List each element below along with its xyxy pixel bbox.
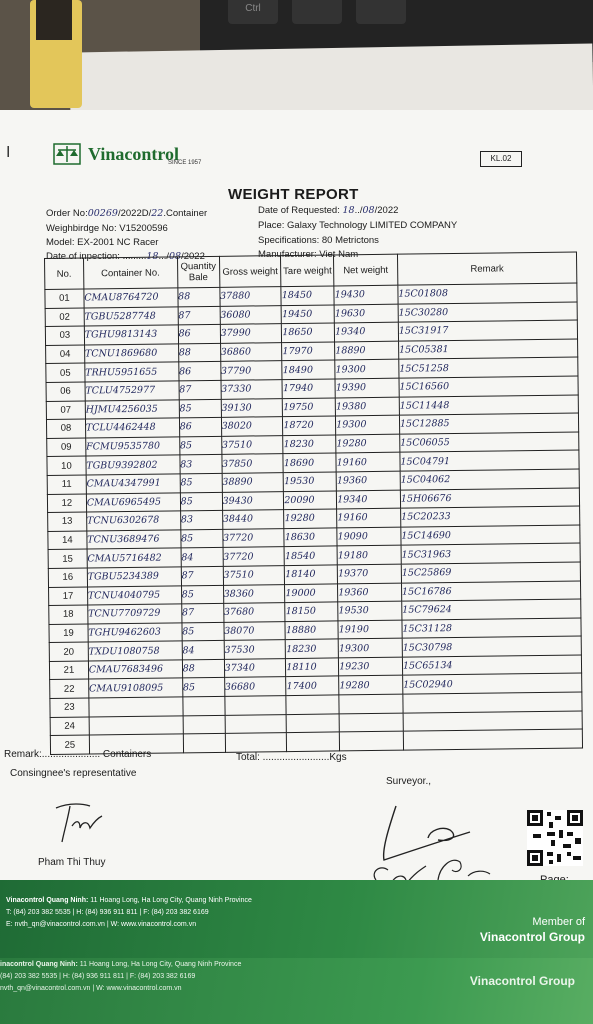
remark — [403, 729, 582, 750]
gross-weight: 37530 — [224, 640, 286, 659]
container-number: CMAU9108095 — [88, 678, 182, 698]
quantity-bale: 85 — [182, 678, 224, 697]
quantity-bale: 86 — [178, 362, 220, 381]
surveyor-label: Surveyor., — [386, 776, 432, 787]
keyboard-key — [356, 0, 406, 24]
quantity-bale: 86 — [178, 325, 220, 344]
container-number: FCMU9535780 — [86, 437, 180, 457]
gross-weight: 38440 — [222, 510, 284, 529]
office-phones: T: (84) 203 382 5535 | H: (84) 936 911 811 | F: (84) 203 382 6169 — [6, 909, 209, 916]
net-weight: 19530 — [338, 601, 402, 620]
tare-weight: 18450 — [281, 286, 334, 305]
remark: 15C02940 — [403, 673, 582, 694]
remark: 15C16786 — [401, 580, 580, 601]
row-number: 19 — [49, 624, 88, 643]
weight-table — [44, 251, 583, 754]
brand-name: Vinacontrol — [88, 143, 180, 164]
footer-banner — [0, 880, 593, 958]
group-name: Vinacontrol Group — [479, 930, 585, 944]
remark: 15C11448 — [399, 395, 578, 416]
net-weight: 19280 — [336, 434, 400, 453]
tare-weight: 18150 — [285, 602, 338, 621]
container-number: TXDU1080758 — [88, 641, 182, 661]
row-number: 10 — [47, 456, 86, 475]
net-weight: 19300 — [338, 638, 402, 657]
remark: 15C20233 — [401, 506, 580, 527]
container-number: TCLU4752977 — [85, 381, 179, 401]
gross-weight: 39130 — [221, 398, 283, 417]
tare-weight: 19530 — [283, 472, 336, 491]
gross-weight: 37330 — [221, 380, 283, 399]
tare-weight: 17400 — [286, 676, 339, 695]
row-number: 02 — [45, 308, 84, 327]
remark: 15C25869 — [401, 562, 580, 583]
manufacturer: Manufacturer: Viet Nam — [258, 249, 359, 260]
keyboard-key-ctrl: Ctrl — [228, 0, 278, 24]
tare-weight: 18490 — [282, 360, 335, 379]
row-number: 18 — [49, 605, 88, 624]
remark: 15C05381 — [398, 339, 577, 360]
gross-weight: 37720 — [222, 528, 284, 547]
requested-date: Date of Requested: 18../08/2022 — [258, 205, 399, 216]
since-label: SINCE 1957 — [168, 160, 202, 166]
roman-mark: I — [6, 144, 11, 161]
consignee-signature — [50, 798, 110, 846]
gross-weight — [225, 733, 287, 752]
quantity-bale — [183, 734, 225, 753]
row-number: 05 — [46, 363, 85, 382]
tare-weight: 18690 — [283, 453, 336, 472]
quantity-bale: 87 — [178, 306, 220, 325]
row-number: 06 — [46, 382, 85, 401]
remark: 15H06676 — [400, 488, 579, 509]
col-header-net: Net weight — [334, 254, 398, 286]
consignee-name: Pham Thi Thuy — [38, 857, 106, 868]
net-weight: 19280 — [339, 676, 403, 695]
remark: 15C12885 — [399, 413, 578, 434]
remark: 15C79624 — [402, 599, 581, 620]
vinacontrol-logo — [52, 142, 179, 166]
net-weight: 19380 — [335, 397, 399, 416]
gross-weight: 38360 — [223, 584, 285, 603]
weighbridge-number: Weighbirdge No: V15200596 — [46, 223, 168, 234]
row-number: 16 — [48, 568, 87, 587]
net-weight: 19230 — [339, 657, 403, 676]
container-number: TCNU7709729 — [88, 604, 182, 624]
net-weight: 19160 — [337, 508, 401, 527]
quantity-bale — [183, 715, 225, 734]
net-weight: 19370 — [337, 564, 401, 583]
quantity-bale: 88 — [182, 659, 224, 678]
gross-weight — [225, 714, 287, 733]
lower-group-name: Vinacontrol Group — [469, 974, 575, 988]
remark: 15C51258 — [399, 357, 578, 378]
row-number: 04 — [46, 345, 85, 364]
col-header-no: No. — [45, 258, 84, 289]
page-title: WEIGHT REPORT — [228, 186, 359, 203]
net-weight: 19160 — [336, 453, 400, 472]
net-weight — [339, 694, 403, 713]
specifications: Specifications: 80 Metrictons — [258, 235, 379, 246]
row-number: 25 — [50, 735, 89, 754]
form-code: KL.02 — [480, 151, 522, 167]
inspection-date: Date of inpection: .........18.../08/2022 — [46, 251, 205, 262]
remark: 15C31963 — [401, 543, 580, 564]
remark: 15C04062 — [400, 469, 579, 490]
container-number: TGBU5234389 — [87, 567, 181, 587]
net-weight: 19180 — [337, 545, 401, 564]
net-weight: 19360 — [336, 471, 400, 490]
remark: 15C31917 — [398, 320, 577, 341]
gross-weight — [224, 696, 286, 715]
gross-weight: 37850 — [222, 454, 284, 473]
net-weight: 19390 — [335, 378, 399, 397]
model: Model: EX-2001 NC Racer — [46, 237, 159, 248]
tare-weight: 18140 — [285, 565, 338, 584]
office-address: Vinacontrol Quang Ninh: 11 Hoang Long, Ha Long City, Quang Ninh Province — [6, 897, 252, 904]
quantity-bale: 87 — [179, 380, 221, 399]
row-number: 17 — [49, 586, 88, 605]
tare-weight: 18110 — [286, 658, 339, 677]
tare-weight: 18630 — [284, 528, 337, 547]
net-weight: 19630 — [334, 304, 398, 323]
col-header-remark: Remark — [397, 252, 576, 285]
tare-weight — [286, 714, 339, 733]
remark — [403, 711, 582, 732]
row-number: 01 — [45, 289, 84, 308]
quantity-bale: 88 — [178, 343, 220, 362]
gross-weight: 36680 — [224, 677, 286, 696]
container-number: TCNU1869680 — [84, 344, 178, 364]
remark: 15C30280 — [398, 302, 577, 323]
row-number: 09 — [47, 438, 86, 457]
quantity-bale: 85 — [180, 529, 222, 548]
col-header-tare: Tare weight — [281, 255, 334, 287]
net-weight: 19300 — [335, 360, 399, 379]
net-weight: 19300 — [336, 415, 400, 434]
container-number: TGBU9392802 — [86, 455, 180, 475]
lower-office-phones: (84) 203 382 5535 | H: (84) 936 911 811 | F: (84) 203 382 6169 — [0, 973, 196, 980]
gross-weight: 37720 — [223, 547, 285, 566]
tare-weight: 19750 — [283, 398, 336, 417]
net-weight: 18890 — [335, 341, 399, 360]
quantity-bale: 85 — [180, 492, 222, 511]
net-weight: 19090 — [337, 527, 401, 546]
net-weight: 19430 — [334, 285, 398, 304]
net-weight — [339, 713, 403, 732]
gross-weight: 36080 — [220, 305, 282, 324]
gross-weight: 37340 — [224, 658, 286, 677]
lower-banner — [0, 958, 593, 1024]
gross-weight: 37680 — [223, 603, 285, 622]
knife-blade — [36, 0, 72, 40]
container-number — [89, 715, 183, 735]
gross-weight: 37510 — [223, 565, 285, 584]
row-number: 14 — [48, 531, 87, 550]
quantity-bale: 87 — [181, 603, 223, 622]
container-number: HJMU4256035 — [85, 399, 179, 419]
tare-weight: 19000 — [285, 583, 338, 602]
quantity-bale: 85 — [179, 436, 221, 455]
remark: 15C65134 — [402, 655, 581, 676]
quantity-bale — [183, 696, 225, 715]
quantity-bale: 85 — [179, 399, 221, 418]
quantity-bale: 88 — [178, 287, 220, 306]
quantity-bale: 85 — [181, 585, 223, 604]
order-number: Order No:00269/2022D/22.Container — [46, 208, 208, 219]
container-number: CMAU7683496 — [88, 660, 182, 680]
tare-weight: 18230 — [283, 435, 336, 454]
remark — [403, 692, 582, 713]
container-number: TCNU6302678 — [86, 511, 180, 531]
tare-weight: 19450 — [281, 305, 334, 324]
tare-weight — [286, 695, 339, 714]
container-number: TGHU9462603 — [88, 623, 182, 643]
consignee-label: Consingnee's representative — [10, 768, 137, 779]
net-weight: 19360 — [338, 583, 402, 602]
remark-line: Remark:..................... Containers — [4, 749, 152, 760]
row-number: 22 — [50, 679, 89, 698]
container-number: TGBU5287748 — [84, 306, 178, 326]
tare-weight: 17970 — [282, 342, 335, 361]
tare-weight: 19280 — [284, 509, 337, 528]
remark: 15C30798 — [402, 636, 581, 657]
row-number: 24 — [50, 717, 89, 736]
container-number: CMAU8764720 — [84, 288, 178, 308]
tare-weight: 18720 — [283, 416, 336, 435]
row-number: 03 — [45, 326, 84, 345]
container-number: TCLU4462448 — [85, 418, 179, 438]
container-number — [89, 697, 183, 717]
quantity-bale: 83 — [180, 455, 222, 474]
container-number: TGHU9813143 — [84, 325, 178, 345]
row-number: 20 — [49, 642, 88, 661]
qr-code — [527, 810, 583, 866]
row-number: 23 — [50, 698, 89, 717]
lower-office-address: inacontrol Quang Ninh: 11 Hoang Long, Ha Long City, Quang Ninh Province — [0, 961, 242, 968]
total-line: Total: ........................Kgs — [236, 752, 347, 763]
remark: 15C14690 — [401, 525, 580, 546]
remark: 15C04791 — [400, 450, 579, 471]
net-weight: 19340 — [337, 490, 401, 509]
quantity-bale: 84 — [181, 548, 223, 567]
quantity-bale: 83 — [180, 510, 222, 529]
gross-weight: 37790 — [220, 361, 282, 380]
row-number: 12 — [47, 494, 86, 513]
gross-weight: 38890 — [222, 473, 284, 492]
row-number: 11 — [47, 475, 86, 494]
container-number: TRHU5951655 — [85, 362, 179, 382]
keyboard-key — [292, 0, 342, 24]
net-weight: 19340 — [335, 322, 399, 341]
row-number: 15 — [48, 549, 87, 568]
scale-icon — [52, 142, 82, 166]
row-number: 21 — [49, 661, 88, 680]
gross-weight: 37990 — [220, 324, 282, 343]
col-header-gross: Gross weight — [219, 256, 281, 288]
net-weight: 19190 — [338, 620, 402, 639]
tare-weight: 17940 — [282, 379, 335, 398]
quantity-bale: 86 — [179, 418, 221, 437]
lower-office-email-web: nvth_qn@vinacontrol.com.vn | W: www.vinacontrol.com.vn — [0, 985, 182, 992]
quantity-bale: 84 — [182, 641, 224, 660]
net-weight — [340, 731, 404, 750]
container-number: CMAU6965495 — [86, 492, 180, 512]
office-email-web: E: nvth_qn@vinacontrol.com.vn | W: www.vinacontrol.com.vn — [6, 921, 197, 928]
gross-weight: 36860 — [220, 342, 282, 361]
gross-weight: 37880 — [219, 287, 281, 306]
tare-weight — [287, 732, 340, 751]
tare-weight: 18540 — [284, 546, 337, 565]
quantity-bale: 85 — [180, 473, 222, 492]
remark: 15C31128 — [402, 618, 581, 639]
tare-weight: 18230 — [286, 639, 339, 658]
row-number: 07 — [46, 401, 85, 420]
tare-weight: 18650 — [282, 323, 335, 342]
remark: 15C06055 — [400, 432, 579, 453]
remark: 15C16560 — [399, 376, 578, 397]
member-of-label: Member of — [532, 916, 585, 928]
col-header-quantity: Quantity Bale — [177, 256, 219, 288]
container-number: CMAU4347991 — [86, 474, 180, 494]
gross-weight: 38070 — [224, 621, 286, 640]
gross-weight: 39430 — [222, 491, 284, 510]
gross-weight: 37510 — [221, 435, 283, 454]
row-number: 08 — [46, 419, 85, 438]
quantity-bale: 87 — [181, 566, 223, 585]
row-number: 13 — [48, 512, 87, 531]
container-number: TCNU4040795 — [87, 585, 181, 605]
gross-weight: 38020 — [221, 417, 283, 436]
col-header-container: Container No. — [83, 257, 177, 289]
remark: 15C01808 — [398, 283, 577, 304]
tare-weight: 20090 — [284, 490, 337, 509]
container-number: TCNU3689476 — [87, 530, 181, 550]
quantity-bale: 85 — [182, 622, 224, 641]
place: Place: Galaxy Technology LIMITED COMPANY — [258, 220, 458, 231]
container-number: CMAU5716482 — [87, 548, 181, 568]
tare-weight: 18880 — [285, 621, 338, 640]
